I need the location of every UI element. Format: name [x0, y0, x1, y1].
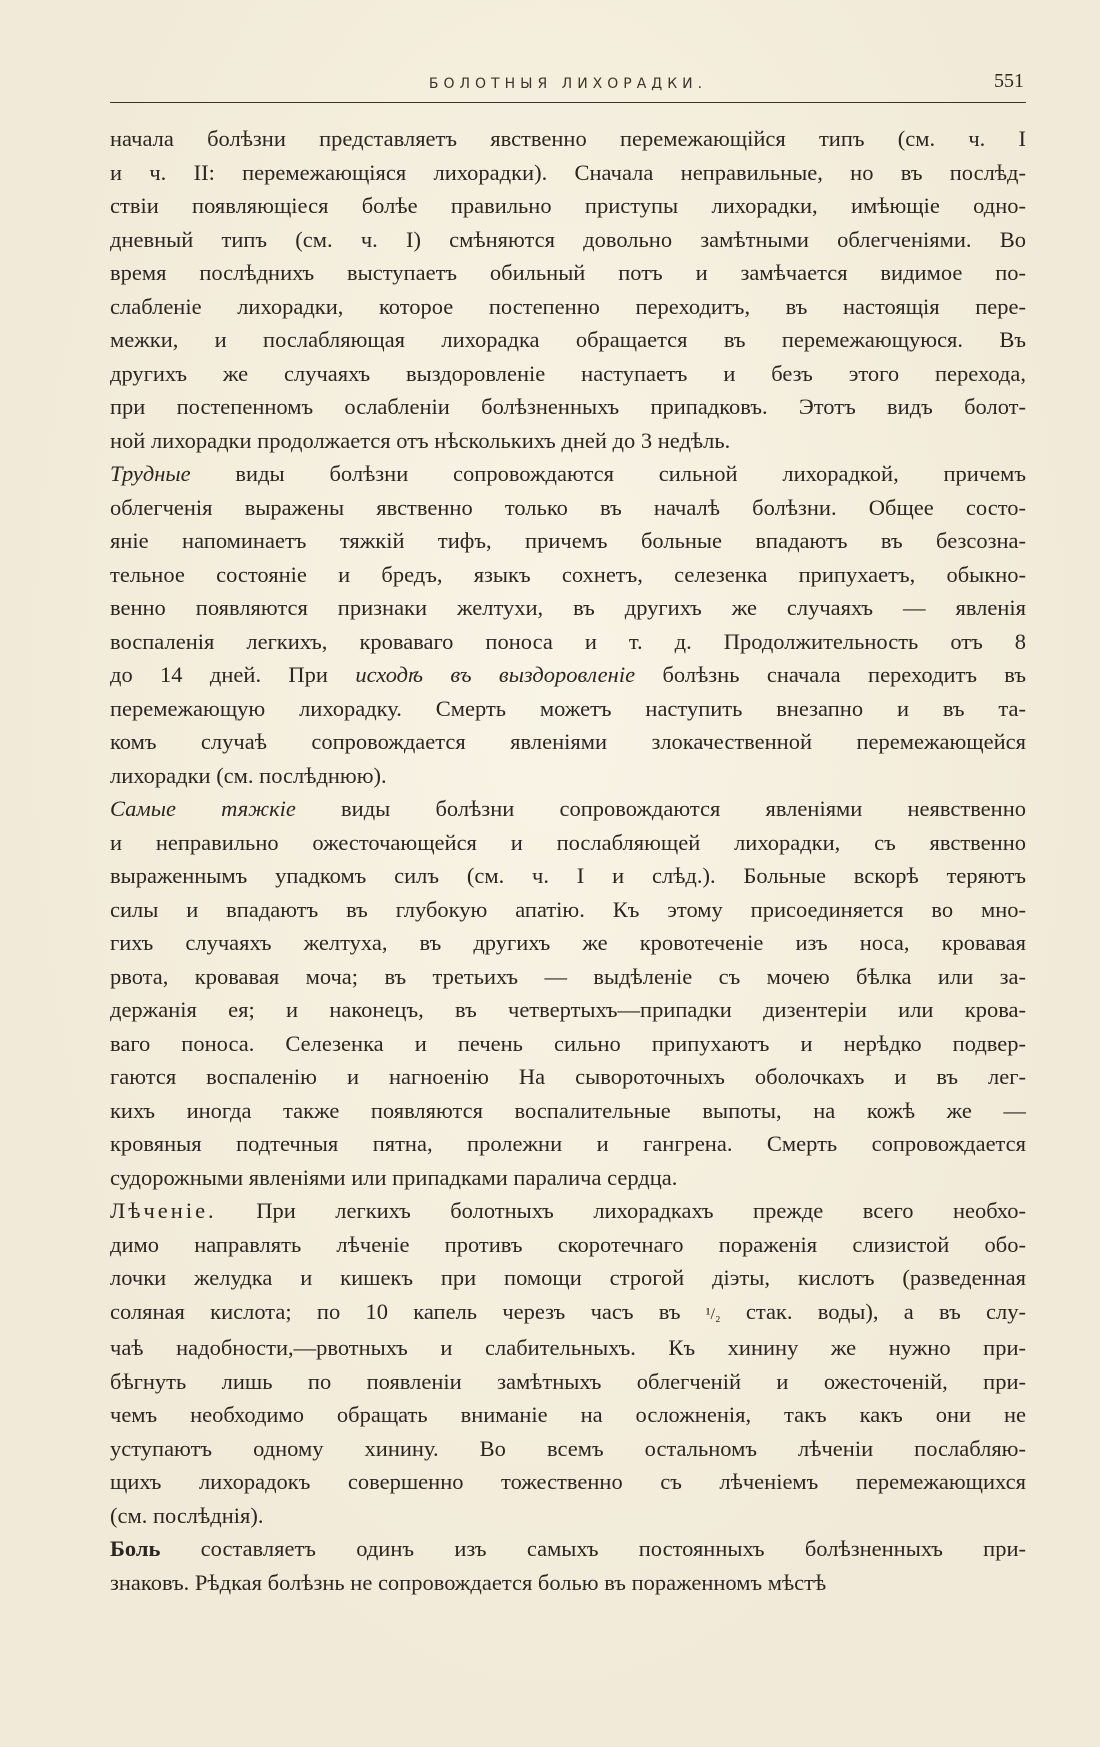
text-run: ствіи появляющіеся болѣе правильно приступы лихорадки, имѣющіе одно-	[110, 193, 1026, 218]
text-line	[110, 993, 1026, 1027]
text-run: и ч. II: перемежающіяся лихорадки). Сначала неправильные, но въ послѣд-	[110, 159, 1026, 185]
text-line	[110, 1465, 1026, 1499]
text-run: щихъ лихорадокъ совершенно тожественно съ лѣченіемъ перемежающихся	[110, 1469, 1026, 1494]
text-line	[110, 357, 1026, 391]
text-run: и неправильно ожесточающейся и послабляющей лихорадки, съ явственно	[110, 829, 1026, 855]
text-run: При легкихъ болотныхъ лихорадкахъ прежде всего необхо-	[216, 1198, 1026, 1223]
text-line	[110, 223, 1026, 257]
text-line	[110, 424, 1026, 458]
text-line	[110, 1398, 1026, 1432]
text-run: выраженнымъ упадкомъ силъ (см. ч. I и слѣд.). Больные вскорѣ теряютъ	[110, 863, 1026, 888]
text-line	[110, 558, 1026, 592]
text-line	[110, 625, 1026, 659]
text-run: воспаленія легкихъ, кроваваго поноса и т. д. Продолжительность отъ 8	[110, 628, 1026, 654]
text-line	[110, 457, 1026, 491]
page-number: 551	[994, 70, 1024, 92]
text-run: рвота, кровавая моча; въ третьихъ — выдѣленіе съ мочею бѣлка или за-	[110, 963, 1026, 989]
text-run: знаковъ. Рѣдкая болѣзнь не сопровождается болью въ пораженномъ мѣстѣ	[110, 1569, 827, 1595]
text-run: держанія ея; и наконецъ, въ четвертыхъ—припадки дизентеріи или крова-	[110, 997, 1026, 1022]
text-line	[110, 692, 1026, 726]
text-line	[110, 1194, 1026, 1228]
text-run: судорожными явленіями или припадками паралича сердца.	[110, 1164, 678, 1190]
text-run: кровяныя подтечныя пятна, пролежни и гангрена. Смерть сопровождается	[110, 1131, 1026, 1156]
text-run: начала болѣзни представляетъ явственно перемежающійся типъ (см. ч. I	[110, 126, 1026, 151]
text-run: чаѣ надобности,—рвотныхъ и слабительныхъ. Къ хинину же нужно при-	[110, 1335, 1026, 1360]
text-line	[110, 859, 1026, 893]
text-run: облегченія выражены явственно только въ началѣ болѣзни. Общее состо-	[110, 494, 1026, 520]
text-line	[110, 591, 1026, 625]
text-line	[110, 893, 1026, 927]
text-run: гаются воспаленію и нагноенію На сывороточныхъ оболочкахъ и въ лег-	[110, 1064, 1026, 1089]
text-line	[110, 1094, 1026, 1128]
text-line	[110, 1161, 1026, 1195]
text-run: (см. послѣднія).	[110, 1502, 264, 1528]
spaced-heading: Лѣченіе.	[110, 1198, 217, 1223]
text-run: ной лихорадки продолжается отъ нѣсколькихъ дней до 3 недѣль.	[110, 427, 731, 453]
text-run: венно появляются признаки желтухи, въ другихъ же случаяхъ — явленія	[110, 595, 1026, 620]
text-line	[110, 1228, 1026, 1262]
text-run: кихъ иногда также появляются воспалительные выпоты, на кожѣ же —	[110, 1097, 1026, 1123]
body-text	[110, 122, 1026, 1599]
text-run: время послѣднихъ выступаетъ обильный потъ и замѣчается видимое по-	[110, 260, 1026, 285]
paragraph-p5	[110, 1532, 1026, 1599]
text-line	[110, 491, 1026, 525]
paragraph-p1	[110, 122, 1026, 457]
text-line	[110, 826, 1026, 860]
text-line	[110, 1499, 1026, 1533]
text-run: дневный типъ (см. ч. I) смѣняются довольно замѣтными облегченіями. Во	[110, 226, 1026, 252]
text-run: чемъ необходимо обращать вниманіе на осложненія, такъ какъ они не	[110, 1402, 1026, 1427]
text-run: другихъ же случаяхъ выздоровленіе наступаетъ и безъ этого перехода,	[110, 360, 1026, 386]
text-line	[110, 960, 1026, 994]
text-run: при постепенномъ ослабленіи болѣзненныхъ припадковъ. Этотъ видъ болот-	[110, 394, 1026, 419]
running-title: БОЛОТНЫЯ ЛИХОРАДКИ.	[428, 76, 708, 92]
text-line	[110, 390, 1026, 424]
text-line	[110, 1060, 1026, 1094]
text-run: силы и впадаютъ въ глубокую апатію. Къ этому присоединяется во мно-	[110, 896, 1026, 922]
text-line	[110, 1027, 1026, 1061]
running-head	[110, 68, 1026, 103]
text-line	[110, 524, 1026, 558]
text-line	[110, 759, 1026, 793]
text-line	[110, 1295, 1026, 1332]
text-run: до 14 дней. При	[110, 662, 356, 687]
italic-run: Трудные	[110, 461, 191, 486]
text-run: яніе напоминаетъ тяжкій тифъ, причемъ больные впадаютъ въ безсозна-	[110, 528, 1026, 553]
text-line	[110, 1432, 1026, 1466]
text-line	[110, 1365, 1026, 1399]
text-run: комъ случаѣ сопровождается явленіями злокачественной перемежающейся	[110, 729, 1026, 754]
text-run: лихорадки (см. послѣднюю).	[110, 762, 387, 788]
text-line	[110, 1331, 1026, 1365]
text-run: болѣзнь сначала переходитъ въ	[635, 662, 1026, 687]
text-run: гихъ случаяхъ желтуха, въ другихъ же кровотеченіе изъ носа, кровавая	[110, 930, 1026, 955]
text-run: соляная кислота; по 10 капель черезъ часъ въ	[110, 1298, 706, 1324]
text-line	[110, 122, 1026, 156]
text-line	[110, 926, 1026, 960]
text-line	[110, 658, 1026, 692]
text-line	[110, 1566, 1026, 1600]
text-line	[110, 1261, 1026, 1295]
text-run: межки, и послабляющая лихорадка обращается въ перемежающуюся. Въ	[110, 327, 1026, 352]
text-line	[110, 189, 1026, 223]
text-run: виды болѣзни сопровождаются явленіями неявственно	[295, 796, 1026, 821]
text-run: лочки желудка и кишекъ при помощи строгой діэты, кислотъ (разведенная	[110, 1265, 1026, 1290]
paragraph-p4	[110, 1194, 1026, 1532]
text-line	[110, 1532, 1026, 1566]
text-run: стак. воды), а въ слу-	[720, 1298, 1026, 1324]
paragraph-p2	[110, 457, 1026, 792]
text-run: уступаютъ одному хинину. Во всемъ остальномъ лѣченіи послабляю-	[110, 1435, 1026, 1461]
text-line	[110, 792, 1026, 826]
paragraph-p3	[110, 792, 1026, 1194]
text-run: перемежающую лихорадку. Смерть можетъ наступить внезапно и въ та-	[110, 695, 1026, 721]
text-run: бѣгнуть лишь по появленіи замѣтныхъ облегченій и ожесточеній, при-	[110, 1368, 1026, 1394]
text-line	[110, 323, 1026, 357]
text-line	[110, 156, 1026, 190]
italic-run: Самые тяжкіе	[110, 796, 296, 821]
bold-term: Боль	[110, 1536, 161, 1561]
text-line	[110, 1127, 1026, 1161]
text-run: ваго поноса. Селезенка и печень сильно припухаютъ и нерѣдко подвер-	[110, 1030, 1026, 1056]
text-line	[110, 290, 1026, 324]
text-line	[110, 256, 1026, 290]
fraction: ¹/₂	[705, 1305, 721, 1323]
text-run: димо направлять лѣченіе противъ скоротечнаго пораженія слизистой обо-	[110, 1231, 1026, 1257]
text-run: виды болѣзни сопровождаются сильной лихорадкой, причемъ	[190, 461, 1026, 486]
text-line	[110, 725, 1026, 759]
text-run: слабленіе лихорадки, которое постепенно переходитъ, въ настоящія пере-	[110, 293, 1026, 319]
italic-run: исходѣ въ выздоровленіе	[355, 662, 636, 687]
text-run: составляетъ одинъ изъ самыхъ постоянныхъ болѣзненныхъ при-	[160, 1536, 1026, 1561]
text-run: тельное состояніе и бредъ, языкъ сохнетъ, селезенка припухаетъ, обыкно-	[110, 561, 1026, 587]
